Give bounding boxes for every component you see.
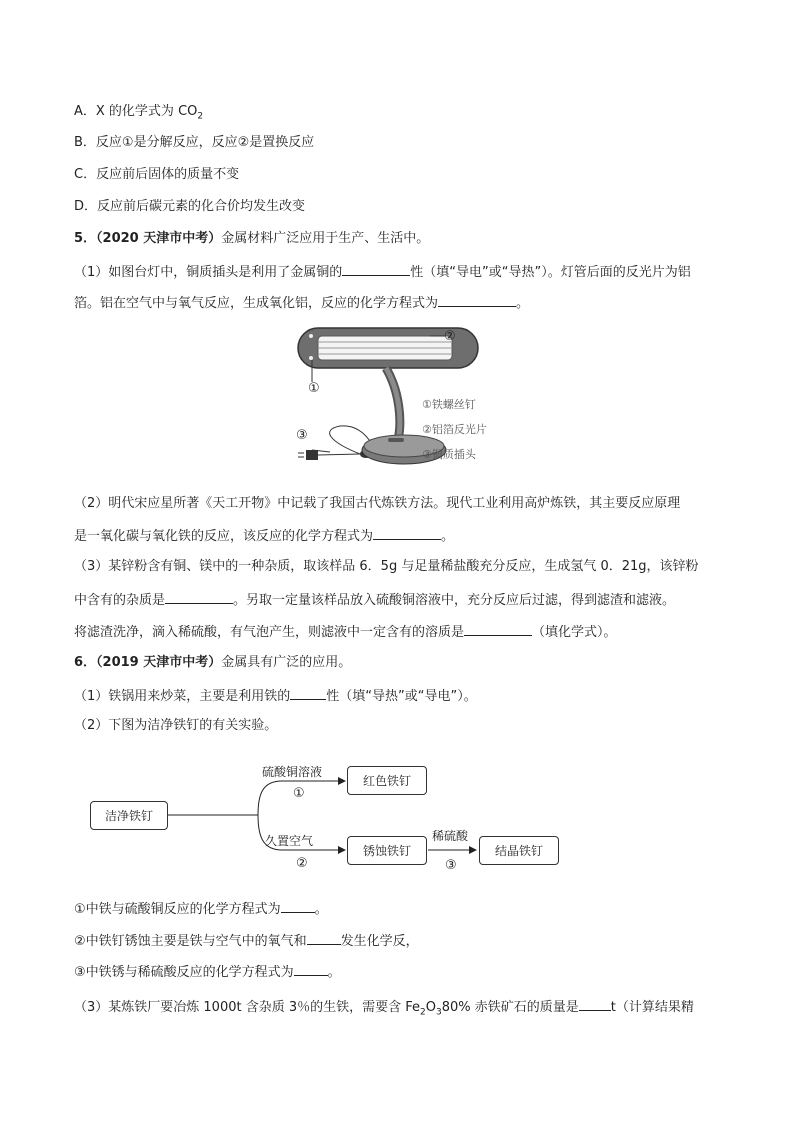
- box-red-nail: 红色铁钉: [347, 766, 427, 795]
- q6-part3: （3）某炼铁厂要冶炼 1000t 含杂质 3％的生铁，需要含 $Fe_2O_380\%$ 赤铁矿石的质量是 t（计算结果精: [74, 997, 694, 1017]
- option-d: D．反应前后碳元素的化合价均发生改变: [74, 199, 306, 214]
- q5-part2-line2: 是一氧化碳与氧化铁的反应，该反应的化学方程式为 。: [74, 526, 454, 546]
- option-c: C．反应前后固体的质量不变: [74, 167, 240, 182]
- q6-step2: ②中铁钉锈蚀主要是铁与空气中的氧气和 发生化学反，: [74, 931, 419, 951]
- label-dilute-acid: 稀硫酸: [432, 829, 469, 843]
- q5-part1-line1: （1）如图台灯中，铜质插头是利用了金属铜的 性（填“导电”或“导热”）。灯管后面的反光片为铝: [74, 262, 691, 282]
- q6-heading: 6．（2019 天津市中考）金属具有广泛的应用。: [74, 655, 352, 670]
- answer-blank[interactable]: [281, 899, 315, 913]
- answer-blank[interactable]: [307, 931, 341, 945]
- step-1: ①: [293, 786, 305, 801]
- answer-blank[interactable]: [290, 686, 326, 700]
- box-crystal-nail: 结晶铁钉: [479, 836, 559, 865]
- label-cuso4: 硫酸铜溶液: [262, 765, 323, 779]
- step-2: ②: [296, 856, 308, 871]
- answer-blank[interactable]: [438, 293, 516, 307]
- legend-copper-plug: ③铜质插头: [422, 448, 476, 461]
- answer-blank[interactable]: [464, 622, 532, 636]
- q6-part2: （2）下图为洁净铁钉的有关实验。: [74, 718, 278, 733]
- answer-blank[interactable]: [165, 590, 233, 604]
- q6-step3: ③中铁锈与稀硫酸反应的化学方程式为 。: [74, 962, 341, 982]
- legend-iron-screw: ①铁螺丝钉: [422, 398, 476, 411]
- q5-part3-line3: 将滤渣洗净，滴入稀硫酸，有气泡产生，则滤液中一定含有的溶质是 （填化学式）。: [74, 622, 617, 642]
- q5-part2-line1: （2）明代宋应星所著《天工开物》中记载了我国古代炼铁方法。现代工业利用高炉炼铁，其主要反应原理: [74, 496, 681, 511]
- legend-aluminum-foil: ②铝箔反光片: [422, 423, 487, 436]
- q6-step1: ①中铁与硫酸铜反应的化学方程式为 。: [74, 899, 328, 919]
- option-b: B．反应①是分解反应，反应②是置换反应: [74, 135, 315, 150]
- q6-part1: （1）铁锅用来炒菜，主要是利用铁的 性（填“导热”或“导电”）。: [74, 686, 477, 706]
- box-rusted-nail: 锈蚀铁钉: [347, 836, 427, 865]
- q5-part3-line1: （3）某锌粉含有铜、镁中的一种杂质，取该样品 6．5g 与足量稀盐酸充分反应，生成氢气 0．21g，该锌粉: [74, 559, 699, 574]
- box-clean-nail: 洁净铁钉: [90, 801, 168, 830]
- q5-heading: 5．（2020 天津市中考）金属材料广泛应用于生产、生活中。: [74, 231, 430, 246]
- option-a: A．X 的化学式为 $CO_2$: [74, 104, 204, 122]
- step-3: ③: [445, 858, 457, 873]
- marker-3: ③: [296, 428, 308, 443]
- q5-part1-line2: 箔。铝在空气中与氧气反应，生成氧化铝，反应的化学方程式为 。: [74, 293, 529, 313]
- marker-1: ①: [308, 381, 320, 396]
- answer-blank[interactable]: [294, 962, 328, 976]
- marker-2: ②: [444, 329, 456, 344]
- answer-blank[interactable]: [579, 997, 611, 1011]
- q5-part3-line2: 中含有的杂质是 。另取一定量该样品放入硫酸铜溶液中，充分反应后过滤，得到滤渣和滤液。: [74, 590, 675, 610]
- answer-blank[interactable]: [373, 526, 441, 540]
- label-air: 久置空气: [265, 834, 314, 848]
- answer-blank[interactable]: [342, 262, 410, 276]
